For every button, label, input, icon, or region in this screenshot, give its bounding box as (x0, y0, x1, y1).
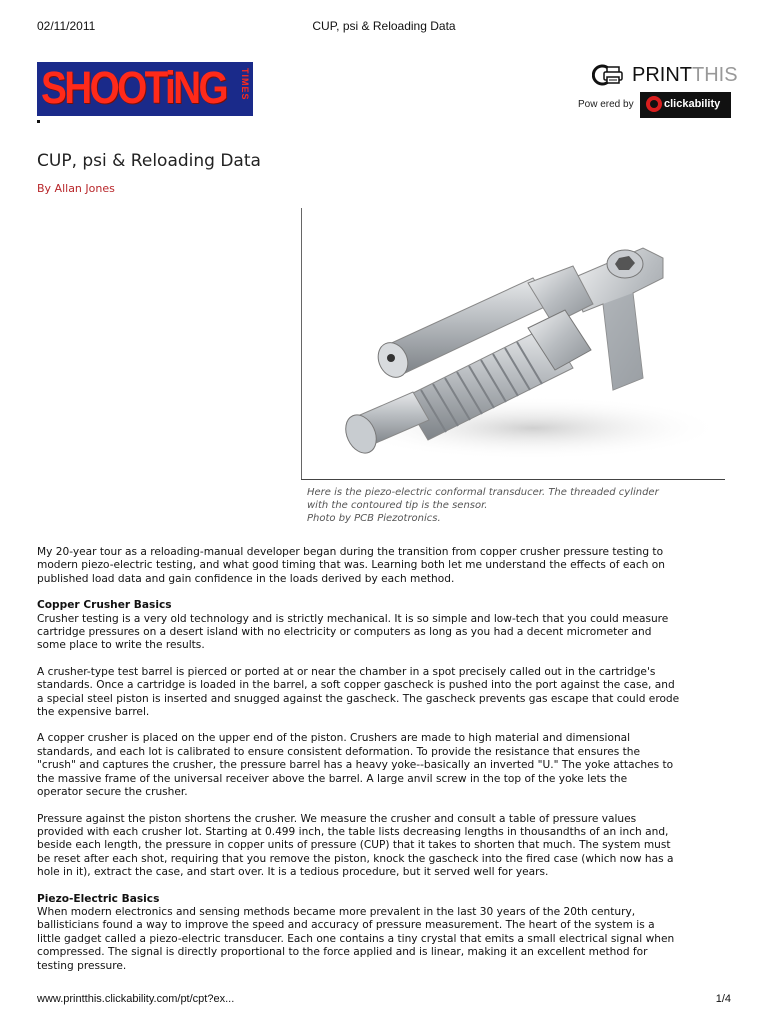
paragraph (37, 906, 733, 973)
text-line: When modern electronics and sensing methods became more prevalent in the last 30 years of the 20th century, (37, 905, 636, 918)
powered-by-label: Pow ered by (578, 99, 634, 110)
caption-line: with the contoured tip is the sensor. (307, 500, 488, 511)
text-line: be reset after each shot, requiring that you remove the piston, knock the gascheck into the fired case (which now has a (37, 852, 674, 865)
text-line: beside each length, the pressure in copper units of pressure (CUP) that it takes to shorten that much. The system must (37, 839, 671, 852)
print-label: PRINT (632, 64, 692, 86)
text-line: Crusher testing is a very old technology and is strictly mechanical. It is so simple and low-tech that you could measure (37, 612, 669, 625)
bullet-dot (37, 120, 40, 123)
text-line: modern piezo-electric testing, and what good timing that was. Learning both let me understand the effects of each on (37, 559, 666, 572)
clickability-swirl-icon (646, 96, 662, 112)
clickability-logo[interactable] (640, 92, 731, 118)
article-byline[interactable]: By Allan Jones (37, 182, 115, 195)
text-line: little gadget called a piezo-electric transducer. Each one contains a tiny crystal that emits a small electrical signal when (37, 932, 675, 945)
this-label: THIS (692, 64, 738, 86)
section-heading-piezo-electric: Piezo-Electric Basics (37, 892, 160, 905)
text-line: standards. Once a cartridge is loaded in the barrel, a soft copper gascheck is pushed into the port against the case, and (37, 679, 675, 692)
photo-caption (307, 486, 727, 525)
print-date: 02/11/2011 (37, 19, 96, 33)
text-line: a special steel piston is inserted and snugged against the gascheck. The gascheck prevents gas escape that could erode (37, 692, 680, 705)
photo-bottom-rule (301, 479, 725, 480)
text-line: some place to write the results. (37, 639, 205, 652)
photo-divider (301, 208, 302, 480)
clickability-label: clickability (664, 98, 721, 110)
intro-paragraph (37, 546, 733, 586)
footer-page-number: 1/4 (715, 993, 731, 1005)
shooting-times-logo[interactable] (37, 62, 253, 116)
transducer-photo (303, 208, 725, 478)
text-line: provided with each crusher lot. Starting at 0.499 inch, the table lists decreasing lengths in thousandths of an inch and, (37, 825, 669, 838)
printthis-button[interactable] (590, 62, 738, 90)
text-line: cartridge pressures on a desert island with no electricity or computers as long as you had a decent micrometer and (37, 626, 652, 639)
text-line: A copper crusher is placed on the upper end of the piston. Crushers are made to high material and dimensional (37, 732, 631, 745)
text-line: published load data and gain confidence in the loads derived by each method. (37, 572, 455, 585)
article-headline: CUP, psi & Reloading Data (37, 151, 261, 171)
text-line: operator secure the crusher. (37, 786, 188, 799)
text-line: hole in it), extract the case, and start over. It is a tedious procedure, but it served well for years. (37, 866, 549, 879)
text-line: standards, and each lot is calibrated to ensure consistent deformation. To provide the resistance that ensures the (37, 745, 640, 758)
text-line: "crush" and captures the crusher, the pressure barrel has a heavy yoke--basically an inverted "U." The yoke attaches to (37, 759, 674, 772)
footer-url[interactable]: www.printthis.clickability.com/pt/cpt?ex... (37, 993, 235, 1005)
caption-line: Photo by PCB Piezotronics. (307, 513, 441, 524)
article-body (37, 546, 733, 986)
text-line: ballisticians found a way to improve the speed and accuracy of pressure measurement. The heart of the system is a (37, 919, 655, 932)
print-header-title: CUP, psi & Reloading Data (312, 19, 456, 33)
paragraph (37, 613, 733, 653)
text-line: My 20-year tour as a reloading-manual developer began during the transition from copper crusher pressure testing to (37, 546, 664, 558)
paragraph (37, 813, 733, 880)
logo-wordmark: SHOOTiNG (41, 62, 227, 113)
text-line: A crusher-type test barrel is pierced or ported at or near the chamber in a spot precisely called out in the cartridge's (37, 665, 656, 678)
text-line: compressed. The signal is directly proportional to the force applied and is linear, making it an excellent method for (37, 946, 648, 959)
caption-line: Here is the piezo-electric conformal transducer. The threaded cylinder (307, 487, 659, 498)
text-line: the expensive barrel. (37, 706, 150, 719)
paragraph (37, 732, 733, 799)
paragraph (37, 666, 733, 720)
text-line: the massive frame of the universal receiver above the barrel. A large anvil screw in the top of the yoke lets the (37, 772, 628, 785)
text-line: Pressure against the piston shortens the crusher. We measure the crusher and consult a table of pressure values (37, 812, 637, 825)
logo-subword: TIMES (240, 68, 250, 101)
section-heading-copper-crusher: Copper Crusher Basics (37, 599, 172, 612)
printer-icon (592, 64, 632, 90)
text-line: testing pressure. (37, 959, 127, 972)
